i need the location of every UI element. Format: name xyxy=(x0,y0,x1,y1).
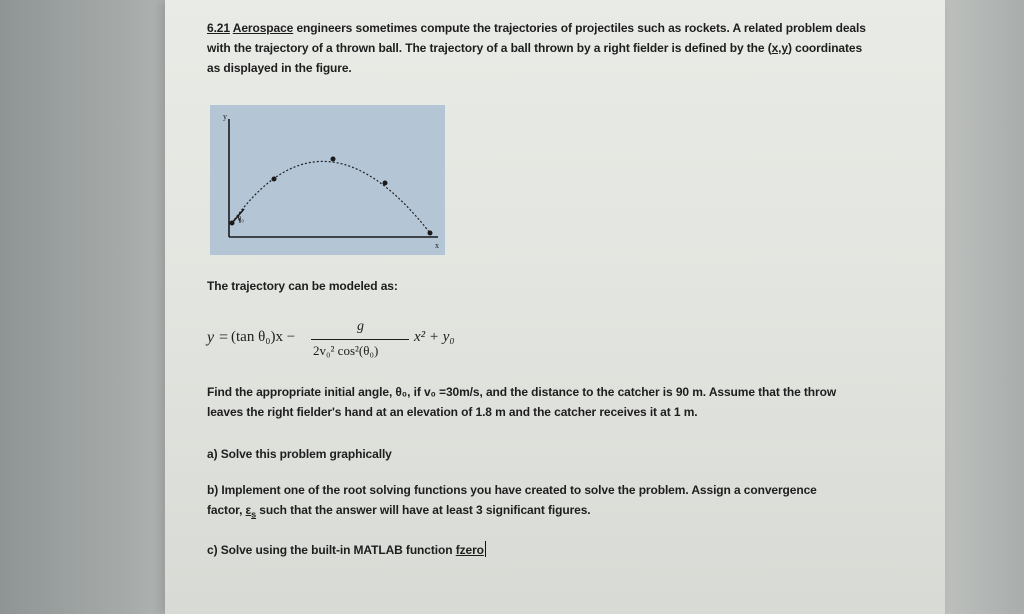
trajectory-diagram xyxy=(210,105,445,255)
trajectory-path xyxy=(232,161,430,233)
angle-label: θ₀ xyxy=(238,215,244,223)
x-axis-label: x xyxy=(435,241,439,250)
fraction-bar xyxy=(311,339,409,340)
trajectory-point xyxy=(230,221,235,226)
part-a: a) Solve this problem graphically xyxy=(207,447,392,461)
part-b xyxy=(207,480,827,524)
equation-tail: x² + y₀ xyxy=(414,329,455,345)
background-left xyxy=(0,0,190,614)
problem-title-word: Aerospace xyxy=(232,21,294,35)
trajectory-point xyxy=(428,231,433,236)
convergence-subscript: s xyxy=(251,509,257,520)
trajectory-point xyxy=(383,181,388,186)
matlab-function: fzero xyxy=(455,543,484,557)
part-c xyxy=(207,540,486,560)
part-b-text: b) Implement one of the root solving functions you have created to solve the problem. Assign a convergence factor, xyxy=(207,483,817,517)
coords-text: x,y xyxy=(771,41,788,55)
intro-text: engineers sometimes compute the trajectories of projectiles such as rockets. A related problem deals with the trajectory of a thrown ball. The trajectory of a ball thrown by a right fielder is defined by the ( xyxy=(207,21,866,55)
trajectory-point xyxy=(272,177,277,182)
trajectory-equation xyxy=(207,315,487,367)
part-b-rest: such that the answer will have at least 3 significant figures. xyxy=(256,503,591,517)
problem-number: 6.21 xyxy=(207,21,230,35)
document-page xyxy=(165,0,945,614)
text-cursor xyxy=(485,541,486,557)
model-text: The trajectory can be modeled as: xyxy=(207,279,398,293)
intro-end: ) coordinates as displayed in the figure. xyxy=(207,41,863,75)
equation-denominator: 2v₀² cos²(θ₀) xyxy=(313,343,379,358)
y-axis-label: y xyxy=(223,112,227,121)
convergence-symbol: ε xyxy=(245,503,252,517)
trajectory-point xyxy=(331,157,336,162)
equation-equals: = xyxy=(219,329,229,346)
equation-numerator: g xyxy=(357,319,364,334)
problem-intro xyxy=(207,18,867,78)
task-text: Find the appropriate initial angle, θ₀, if v₀ =30m/s, and the distance to the catcher is 90 m. Assume that the throw leaves the right fielder's hand at an elevation of 1.8 m and the catcher receives it at 1 m. xyxy=(207,385,837,419)
equation-lhs: y xyxy=(207,329,215,346)
part-c-text: c) Solve using the built-in MATLAB function xyxy=(207,543,456,557)
trajectory-figure xyxy=(210,105,445,255)
equation-tan-term: (tan θ₀)x − xyxy=(231,329,296,345)
